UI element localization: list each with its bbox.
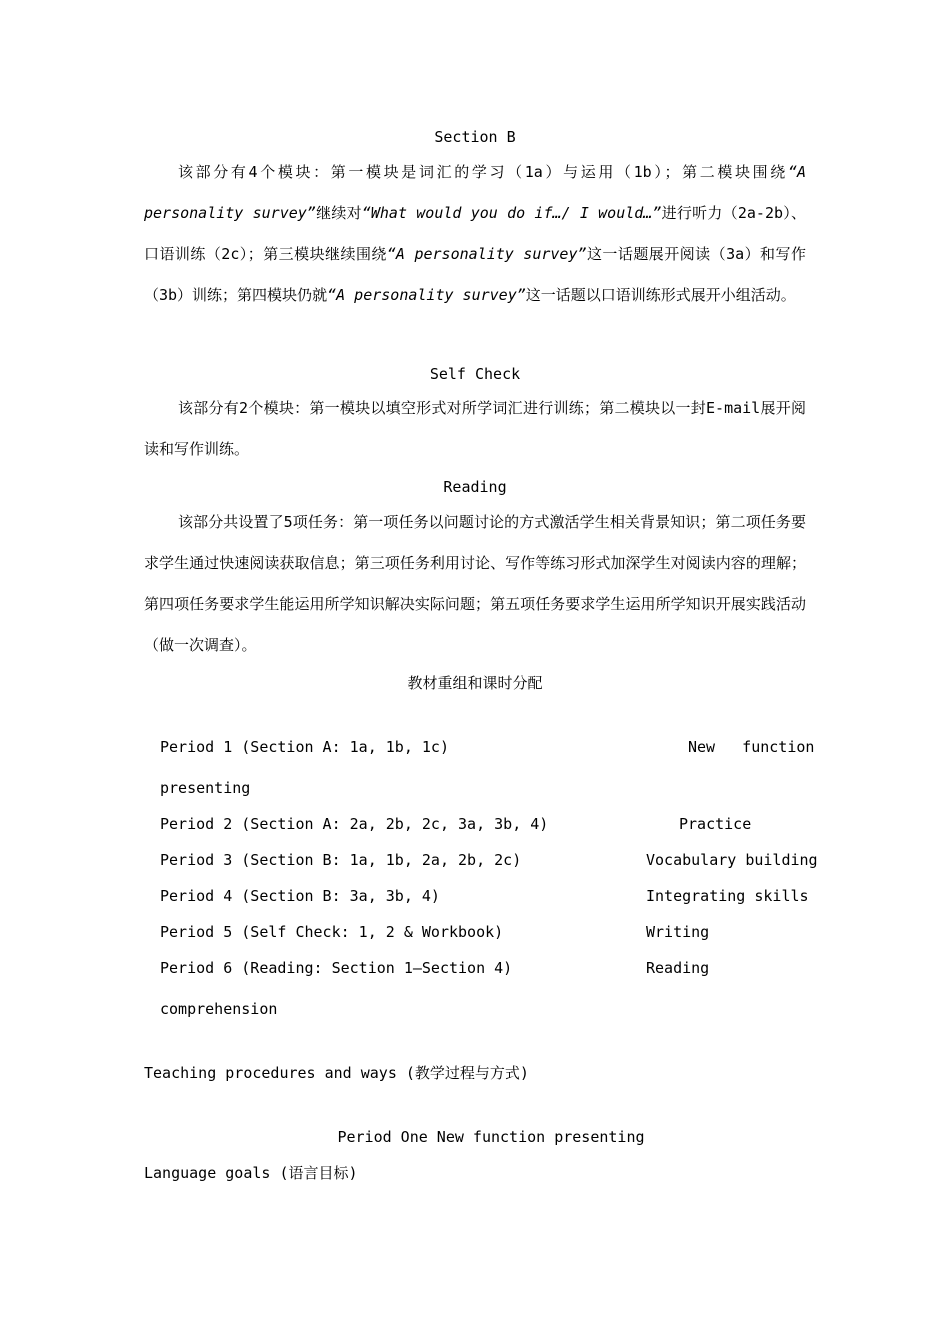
self-check-paragraph: 该部分有2个模块：第一模块以填空形式对所学词汇进行训练；第二模块以一封E-mail展开阅读和写作训练。 — [144, 399, 806, 458]
section-b-quote-4: “A personality survey” — [327, 286, 526, 304]
language-goals-title: Language goals (语言目标) — [144, 1164, 358, 1182]
period-3-label: Period 3 (Section B: 1a, 1b, 2a, 2b, 2c) — [160, 851, 522, 869]
period-2-type: Practice — [679, 815, 752, 833]
self-check-heading: Self Check — [429, 365, 521, 383]
section-b-heading: Section B — [434, 128, 516, 146]
section-b-text-5: 这一话题以口语训练形式展开小组活动。 — [525, 286, 796, 304]
period-4-label: Period 4 (Section B: 3a, 3b, 4) — [160, 887, 440, 905]
period-2-label: Period 2 (Section A: 2a, 2b, 2c, 3a, 3b, 4) — [160, 815, 549, 833]
period-1-row — [160, 737, 815, 757]
period-1-type: New function — [688, 738, 815, 756]
period-4-row — [160, 886, 809, 906]
period-5-row — [160, 922, 806, 942]
period-6-row — [160, 958, 806, 978]
reading-paragraph: 该部分共设置了5项任务：第一项任务以问题讨论的方式激活学生相关背景知识；第二项任务要求学生通过快速阅读获取信息；第三项任务利用讨论、写作等练习形式加深学生对阅读内容的理解；第四项任务要求学生能运用所学知识解决实际问题；第五项任务要求学生运用所学知识开展实践活动（做一次调查）。 — [144, 513, 806, 654]
period-6-type: Reading — [646, 959, 710, 977]
period-1-label: Period 1 (Section A: 1a, 1b, 1c) — [160, 738, 449, 756]
period-5-label: Period 5 (Self Check: 1, 2 & Workbook) — [160, 923, 504, 941]
reading-heading: Reading — [443, 478, 507, 496]
section-b-quote-2: “What would you do if…/ I would…” — [361, 204, 662, 222]
section-b-paragraph — [144, 152, 806, 316]
section-b-text-3: 进行听力（2a-2b）、口语训练（2c）；第三模块继续围绕 — [144, 204, 807, 263]
period-3-row — [160, 850, 818, 870]
teaching-procedures-title: Teaching procedures and ways (教学过程与方式) — [144, 1064, 529, 1082]
period-1-continuation: presenting — [160, 779, 251, 797]
section-b-text-4: 这一话题展开阅读（3a）和写作（3b）训练；第四模块仍就 — [144, 245, 806, 304]
schedule-heading: 教材重组和课时分配 — [407, 674, 543, 692]
section-b-text-1: 该部分有4个模块：第一模块是词汇的学习（1a）与运用（1b）；第二模块围绕 — [178, 163, 788, 181]
section-b-quote-1: “A personality survey” — [144, 163, 806, 222]
period-4-type: Integrating skills — [646, 887, 809, 905]
period-6-continuation: comprehension — [160, 1000, 278, 1018]
period-2-row — [160, 814, 806, 834]
section-b-text-2: 继续对 — [315, 204, 362, 222]
period-6-label: Period 6 (Reading: Section 1—Section 4) — [160, 959, 513, 977]
period-3-type: Vocabulary building — [646, 851, 818, 869]
period-5-type: Writing — [646, 923, 710, 941]
section-b-quote-3: “A personality survey” — [386, 245, 587, 263]
period-one-heading: Period One New function presenting — [337, 1128, 645, 1146]
